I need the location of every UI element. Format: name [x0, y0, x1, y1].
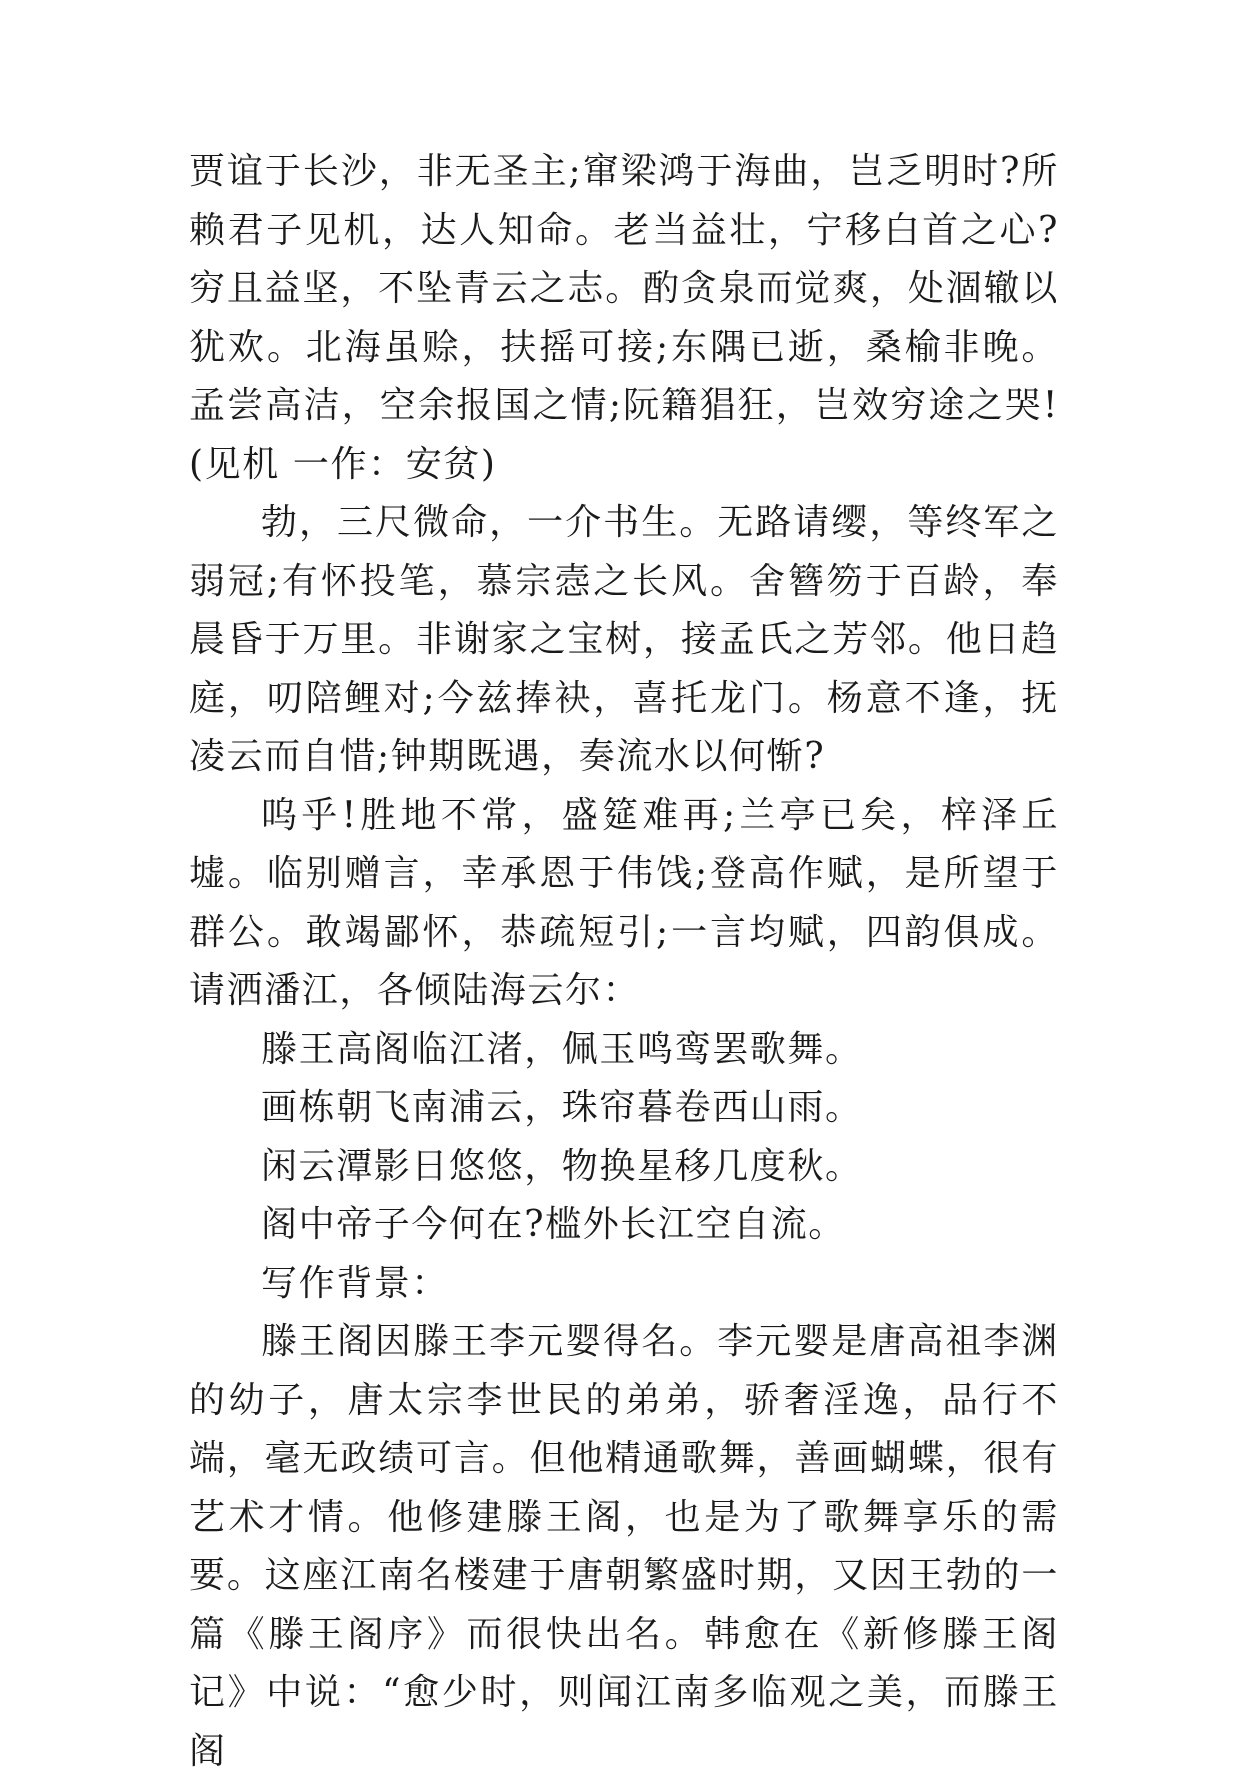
background-heading: 写作背景：	[261, 1262, 450, 1304]
paragraph-xian-ji: 贾谊于长沙，非无圣主;窜梁鸿于海曲，岂乏明时?所赖君子见机，达人知命。老当益壮，宁移白首之心?穷且益坚，不坠青云之志。酌贪泉而觉爽，处涸辙以犹欢。北海虽赊，扶摇可接;东隅已逝，桑榆非晚。孟尝高洁，空余报国之情;阮籍猖狂，岂效穷途之哭!(见机 一作：安贫)	[189, 151, 1059, 485]
poem-line: 闲云潭影日悠悠，物换星移几度秋。	[261, 1145, 863, 1187]
document-body	[189, 143, 1059, 1781]
paragraph-wu-hu: 呜乎!胜地不常，盛筵难再;兰亭已矣，梓泽丘墟。临别赠言，幸承恩于伟饯;登高作赋，是所望于群公。敢竭鄙怀，恭疏短引;一言均赋，四韵俱成。请洒潘江，各倾陆海云尔：	[189, 794, 1059, 1011]
background-paragraph: 滕王阁因滕王李元婴得名。李元婴是唐高祖李渊的幼子，唐太宗李世民的弟弟，骄奢淫逸，品行不端，毫无政绩可言。但他精通歌舞，善画蝴蝶，很有艺术才情。他修建滕王阁，也是为了歌舞享乐的需要。这座江南名楼建于唐朝繁盛时期，又因王勃的一篇《滕王阁序》而很快出名。韩愈在《新修滕王阁记》中说：“愈少时，则闻江南多临观之美，而滕王阁	[189, 1321, 1059, 1772]
poem-line: 阁中帝子今何在?槛外长江空自流。	[261, 1204, 846, 1245]
poem-line: 画栋朝飞南浦云，珠帘暮卷西山雨。	[261, 1087, 863, 1128]
poem-line: 滕王高阁临江渚，佩玉鸣鸾罢歌舞。	[261, 1028, 863, 1070]
paragraph-san-chi-wei-ming: 勃，三尺微命，一介书生。无路请缨，等终军之弱冠;有怀投笔，慕宗悫之长风。舍簪笏于百龄，奉晨昏于万里。非谢家之宝树，接孟氏之芳邻。他日趋庭，叨陪鲤对;今兹捧袂，喜托龙门。杨意不逢，抚凌云而自惜;钟期既遇，奏流水以何惭?	[189, 502, 1059, 777]
